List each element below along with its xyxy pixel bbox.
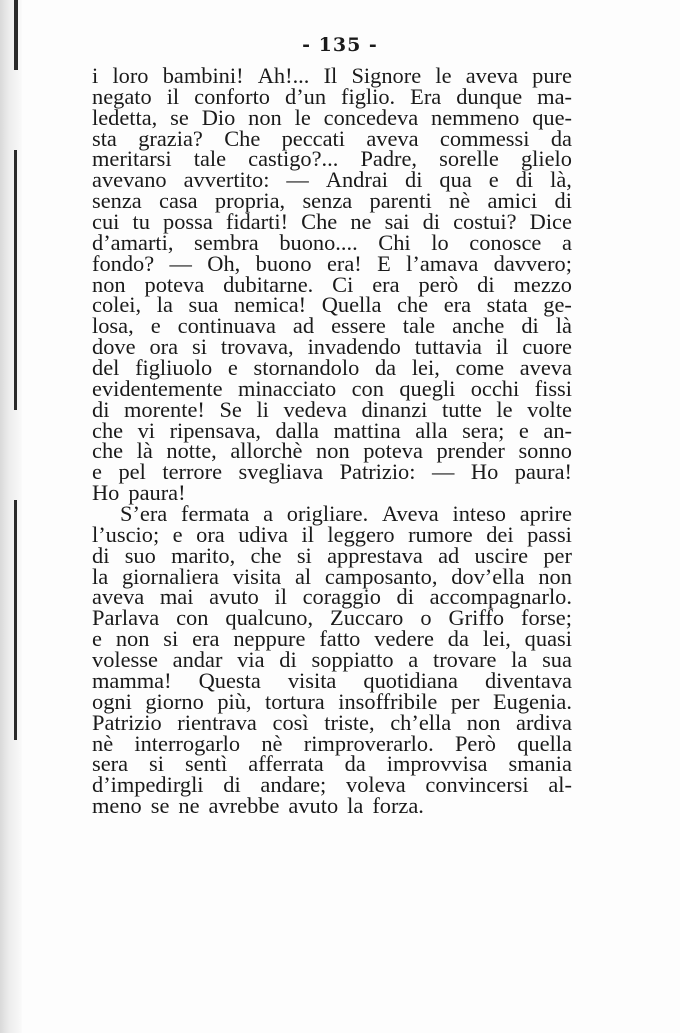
word: diventava xyxy=(484,667,572,693)
word: paura! xyxy=(128,480,186,506)
word: losa, xyxy=(92,313,134,339)
word: era xyxy=(443,292,472,318)
word: — xyxy=(169,250,192,276)
word: di xyxy=(223,772,241,798)
word: smania xyxy=(508,751,572,777)
word: con xyxy=(176,605,209,631)
word: era xyxy=(372,271,400,297)
word: sonno xyxy=(518,438,572,464)
word: tale xyxy=(193,146,227,172)
word: d’amarti, xyxy=(92,229,174,255)
word: glielo xyxy=(520,146,572,172)
word: che xyxy=(92,438,124,464)
word: da xyxy=(550,125,572,151)
word: propria, xyxy=(214,188,286,214)
word: senza xyxy=(302,188,353,214)
word: Parlava xyxy=(92,605,160,631)
word: svegliava xyxy=(238,459,324,485)
word: ripensava, xyxy=(169,417,261,443)
word: — xyxy=(432,459,455,485)
word: bambini! xyxy=(162,63,244,88)
word: sua xyxy=(188,292,219,318)
word: Che xyxy=(224,125,261,151)
word: Ah!... xyxy=(257,63,310,88)
word: meno xyxy=(92,793,142,819)
word: che xyxy=(92,417,124,443)
word: come xyxy=(455,355,505,381)
word: vedere xyxy=(374,626,434,652)
word: fermata xyxy=(180,501,250,527)
word: figlio. xyxy=(341,83,396,109)
word: Zuccaro xyxy=(330,605,404,631)
word: rientrava xyxy=(177,709,257,735)
word: commessi xyxy=(439,125,530,151)
word: la xyxy=(347,793,364,819)
word: giornaliera xyxy=(121,563,219,589)
word: tu xyxy=(132,209,150,235)
word: buono xyxy=(255,250,312,276)
word: ad xyxy=(292,313,315,339)
word: di xyxy=(477,271,495,297)
word: mai xyxy=(159,584,194,610)
word: paura! xyxy=(514,459,572,485)
word: tale xyxy=(402,313,436,339)
word: avuto xyxy=(288,793,339,819)
word: ge- xyxy=(543,292,572,318)
word: insoffribile xyxy=(338,688,438,714)
word: vedeva xyxy=(283,396,347,422)
word: nemmeno xyxy=(431,104,520,130)
word: nè xyxy=(261,730,283,756)
word: nè xyxy=(92,730,114,756)
word: o xyxy=(420,605,432,631)
word: allorchè xyxy=(230,438,303,464)
word: stata xyxy=(486,292,528,318)
word: rimproverarlo. xyxy=(303,730,434,756)
word: E xyxy=(377,250,391,276)
word: Andrai xyxy=(325,167,388,193)
word: passi xyxy=(527,521,572,547)
word: afferrata xyxy=(248,751,324,777)
word: occhi xyxy=(470,375,520,401)
word: e xyxy=(227,355,238,381)
word: Se xyxy=(219,396,242,422)
word: là xyxy=(136,438,153,464)
word: convincersi xyxy=(425,772,529,798)
word: si xyxy=(149,751,164,777)
word: andare; xyxy=(260,772,327,798)
word: le xyxy=(294,104,311,130)
word: là, xyxy=(550,167,572,193)
word: le xyxy=(435,63,452,88)
word: avevano xyxy=(92,167,167,193)
word: di xyxy=(405,167,423,193)
word: trovare xyxy=(433,647,497,673)
word: accompagnarlo. xyxy=(429,584,572,610)
word: — xyxy=(286,167,309,193)
word: Signore xyxy=(351,63,422,88)
word: Che xyxy=(301,209,338,235)
word: il xyxy=(301,521,314,547)
word: nemica! xyxy=(233,292,307,318)
word: lei, xyxy=(411,355,440,381)
word: ne xyxy=(350,209,372,235)
word: cuore xyxy=(522,334,572,360)
word: Padre, xyxy=(360,146,418,172)
word: mattina xyxy=(333,417,401,443)
word: ardiva xyxy=(516,709,572,735)
word: Questa xyxy=(198,667,261,693)
word: negato xyxy=(92,83,152,109)
word: fidarti! xyxy=(225,209,289,235)
word: amici xyxy=(487,188,538,214)
word: da xyxy=(344,751,366,777)
word: parenti xyxy=(369,188,432,214)
word: ogni xyxy=(92,688,132,714)
word: sentì xyxy=(184,751,228,777)
word: aveva xyxy=(92,584,145,610)
word: che xyxy=(397,292,429,318)
word: così xyxy=(272,709,309,735)
word: tortura xyxy=(265,688,325,714)
word: era! xyxy=(326,250,362,276)
word: fondo? xyxy=(92,250,155,276)
word: volesse xyxy=(92,647,158,673)
word: a xyxy=(561,229,572,255)
word: aveva xyxy=(465,63,518,88)
word: marito, xyxy=(171,542,236,568)
word: voleva xyxy=(346,772,406,798)
word: dunque xyxy=(456,83,523,109)
word: se xyxy=(150,793,170,819)
word: Oh, xyxy=(207,250,241,276)
word: meritarsi xyxy=(92,146,172,172)
word: improvvisa xyxy=(386,751,488,777)
word: e xyxy=(92,459,102,485)
word: ledetta, xyxy=(92,104,158,130)
word: mamma! xyxy=(92,667,172,693)
word: apprestava xyxy=(327,542,423,568)
word: dei xyxy=(486,521,514,547)
word: tuttavia xyxy=(414,334,482,360)
word: sera; xyxy=(462,417,505,443)
word: Il xyxy=(323,63,338,88)
word: del xyxy=(92,355,120,381)
word: il xyxy=(274,584,287,610)
word: volte xyxy=(527,396,572,422)
word: sta xyxy=(92,125,117,151)
word: ma- xyxy=(537,83,572,109)
word: Era xyxy=(410,83,442,109)
word: tutte xyxy=(441,396,482,422)
word: lei, xyxy=(482,626,511,652)
word: pure xyxy=(532,63,572,88)
word: non xyxy=(466,709,501,735)
word: dov’ella xyxy=(451,563,525,589)
word: da xyxy=(374,355,397,381)
word: que- xyxy=(532,104,572,130)
text-line xyxy=(92,793,572,819)
word: alla xyxy=(415,417,448,443)
word: rumore xyxy=(408,521,473,547)
word: ora xyxy=(149,334,179,360)
word: Griffo xyxy=(448,605,505,631)
word: peccati xyxy=(281,125,345,151)
binding-mark xyxy=(14,500,17,740)
word: di xyxy=(554,188,572,214)
word: la xyxy=(511,647,528,673)
word: Ci xyxy=(332,271,354,297)
word: avrebbe xyxy=(208,793,280,819)
word: stornandolo xyxy=(253,355,360,381)
word: lo xyxy=(431,229,449,255)
word: Quella xyxy=(321,292,382,318)
word: quotidiana xyxy=(363,667,458,693)
word: quegli xyxy=(399,375,456,401)
word: conforto xyxy=(194,83,270,109)
word: vi xyxy=(137,417,156,443)
word: aveva xyxy=(519,355,572,381)
word: giorno xyxy=(145,688,204,714)
word: quasi xyxy=(524,626,572,652)
word: fissi xyxy=(534,375,572,401)
word: concedeva xyxy=(323,104,419,130)
word: anche xyxy=(452,313,505,339)
word: udiva xyxy=(238,521,288,547)
word: però xyxy=(418,271,459,297)
word: al xyxy=(294,563,312,589)
word: che xyxy=(250,542,282,568)
word: se xyxy=(170,104,189,130)
word: triste, xyxy=(324,709,375,735)
word: costui? xyxy=(453,209,517,235)
word: Dio xyxy=(201,104,236,130)
text-line xyxy=(92,730,572,756)
word: trovava, xyxy=(220,334,294,360)
word: morente! xyxy=(124,396,205,422)
word: interrogarlo xyxy=(134,730,241,756)
word: Aveva xyxy=(381,501,439,527)
word: a xyxy=(408,647,419,673)
word: di xyxy=(396,584,414,610)
word: senza xyxy=(92,188,142,214)
word: avuto xyxy=(209,584,259,610)
word: terrore xyxy=(162,459,223,485)
word: sera xyxy=(92,751,129,777)
word: si xyxy=(296,542,312,568)
page-number: - 135 - xyxy=(302,34,378,56)
word: nè xyxy=(449,188,471,214)
word: di xyxy=(92,396,110,422)
word: colei, xyxy=(92,292,142,318)
word: prender xyxy=(436,438,505,464)
word: dubitarne. xyxy=(223,271,314,297)
word: buono.... xyxy=(279,229,358,255)
word: via xyxy=(237,647,265,673)
word: aveva xyxy=(366,125,419,151)
word: continuava xyxy=(177,313,276,339)
word: fatto xyxy=(319,626,361,652)
word: notte, xyxy=(166,438,217,464)
word: grazia? xyxy=(138,125,203,151)
word: sai xyxy=(384,209,410,235)
word: quella xyxy=(517,730,572,756)
word: Dice xyxy=(529,209,572,235)
word: di xyxy=(521,313,539,339)
word: l’amava xyxy=(406,250,479,276)
word: invadendo xyxy=(307,334,401,360)
word: origliare. xyxy=(286,501,369,527)
word: non xyxy=(248,104,282,130)
word: qualcuno, xyxy=(225,605,314,631)
word: Ho xyxy=(470,459,499,485)
word: più, xyxy=(217,688,252,714)
word: era xyxy=(192,626,220,652)
word: forza. xyxy=(372,793,424,819)
word: qua xyxy=(439,167,472,193)
word: figliuolo xyxy=(135,355,213,381)
word: sorelle xyxy=(439,146,499,172)
word: essere xyxy=(331,313,386,339)
word: poteva xyxy=(144,271,205,297)
word: minacciato xyxy=(237,375,337,401)
word: pel xyxy=(118,459,146,485)
word: evidentemente xyxy=(92,375,223,401)
word: avvertito: xyxy=(183,167,270,193)
word: non xyxy=(538,563,572,589)
word: dinanzi xyxy=(361,396,428,422)
word: mezzo xyxy=(513,271,572,297)
page-binding-shadow xyxy=(0,0,22,1033)
word: da xyxy=(447,626,469,652)
word: dove xyxy=(92,334,136,360)
word: Ho xyxy=(92,480,120,506)
word: d’un xyxy=(285,83,327,109)
word: castigo?... xyxy=(248,146,339,172)
word: davvero; xyxy=(493,250,572,276)
word: poteva xyxy=(363,438,423,464)
word: suo xyxy=(124,542,156,568)
word: non xyxy=(316,438,350,464)
word: la xyxy=(92,563,109,589)
word: non xyxy=(115,626,150,652)
word: conosce xyxy=(469,229,542,255)
word: di xyxy=(422,209,440,235)
word: di xyxy=(515,167,534,193)
word: con xyxy=(351,375,384,401)
word: Chi xyxy=(378,229,411,255)
word: ch’ella xyxy=(390,709,452,735)
word: neppure xyxy=(233,626,306,652)
word: il xyxy=(495,334,509,360)
word: al- xyxy=(548,772,572,798)
word: loro xyxy=(112,63,149,88)
word: di xyxy=(92,542,110,568)
word: visita xyxy=(232,563,282,589)
word: Però xyxy=(454,730,496,756)
word: dalla xyxy=(275,417,319,443)
word: Eugenia. xyxy=(492,688,572,714)
word: il xyxy=(166,83,180,109)
word: S’era xyxy=(120,501,168,527)
word: si xyxy=(192,334,207,360)
word: inteso xyxy=(452,501,506,527)
word: possa xyxy=(163,209,213,235)
word: casa xyxy=(159,188,198,214)
word: e xyxy=(488,167,499,193)
word: Patrizio: xyxy=(339,459,416,485)
word: sembra xyxy=(194,229,259,255)
word: coraggio xyxy=(302,584,381,610)
body-text xyxy=(92,63,572,819)
word: sua xyxy=(542,647,572,673)
word: per xyxy=(450,688,480,714)
word: d’impedirgli xyxy=(92,772,204,798)
word: e xyxy=(150,313,161,339)
word: ne xyxy=(178,793,200,819)
word: per xyxy=(543,542,572,568)
word: visita xyxy=(287,667,337,693)
word: la xyxy=(156,292,173,318)
word: si xyxy=(163,626,179,652)
word: soppiatto xyxy=(311,647,394,673)
word: e xyxy=(518,417,529,443)
word: an- xyxy=(543,417,572,443)
word: a xyxy=(263,501,274,527)
word: là xyxy=(555,313,572,339)
word: camposanto, xyxy=(324,563,438,589)
word: le xyxy=(496,396,513,422)
word: uscire xyxy=(474,542,529,568)
word: ora xyxy=(196,521,225,547)
word: e xyxy=(172,521,183,547)
word: Patrizio xyxy=(92,709,162,735)
word: i xyxy=(92,63,99,88)
word: di xyxy=(279,647,297,673)
binding-mark xyxy=(14,150,17,410)
word: e xyxy=(92,626,102,652)
word: leggero xyxy=(327,521,395,547)
word: li xyxy=(256,396,269,422)
word: aprire xyxy=(519,501,572,527)
word: l’uscio; xyxy=(92,521,160,547)
word: forse; xyxy=(520,605,572,631)
word: non xyxy=(92,271,126,297)
word: ad xyxy=(438,542,460,568)
word: andar xyxy=(172,647,223,673)
word: cui xyxy=(92,209,120,235)
